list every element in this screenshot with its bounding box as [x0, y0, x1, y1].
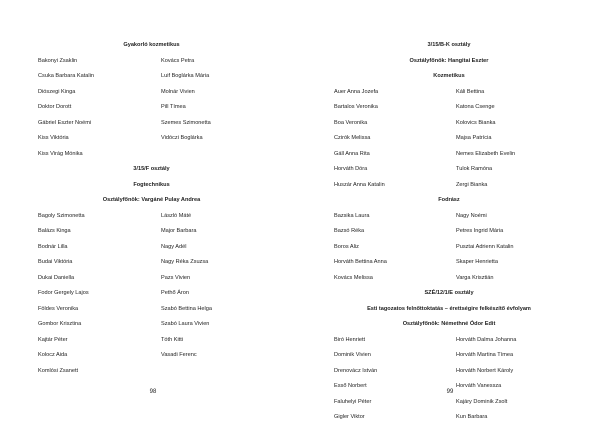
right-page-content: [334, 38, 564, 426]
name-row: [334, 100, 564, 116]
name-row: [334, 147, 564, 163]
student-name: Gigler Viktor: [334, 414, 365, 420]
student-name: Diószegi Kinga: [38, 88, 76, 95]
student-name: Horváth Dalma Johanna: [456, 336, 517, 343]
student-name: Bodnár Lilla: [38, 243, 68, 250]
student-name: Kiss Viktória: [38, 135, 69, 141]
student-name: Varga Krisztián: [456, 274, 494, 281]
student-name: Boa Veronika: [334, 119, 368, 126]
name-row: [38, 85, 265, 101]
student-name: Horváth Dóra: [334, 166, 368, 172]
student-name: Faluhelyi Péter: [334, 398, 372, 405]
student-name: Major Barbara: [161, 228, 197, 234]
section-heading: Fodrász: [438, 197, 460, 203]
student-name: Dominik Vivien: [334, 352, 371, 358]
name-row: [334, 224, 564, 240]
student-name: Zergi Bianka: [456, 181, 488, 188]
student-name: Kolovics Bianka: [456, 119, 496, 126]
student-name: Tóth Kitti: [161, 336, 184, 343]
student-name: Bazsika Laura: [334, 212, 370, 219]
name-row: [38, 69, 265, 85]
name-row: [38, 317, 265, 333]
student-name: Kolocz Aida: [38, 352, 68, 358]
student-name: Majsa Patrícia: [456, 135, 492, 141]
student-name: [161, 147, 265, 163]
name-row: [38, 131, 265, 147]
section-heading: 3/15/B-K osztály: [427, 42, 471, 48]
student-name: Luif Boglárka Mária: [161, 73, 210, 79]
section-heading: Kozmetikus: [433, 73, 465, 79]
name-row: [334, 116, 564, 132]
student-name: Drenovácz István: [334, 367, 378, 374]
student-name: Horváth Martina Tímea: [456, 352, 514, 358]
student-name: Kiss Virág Mónika: [38, 150, 83, 157]
student-name: Boros Aliz: [334, 243, 359, 250]
name-row: [334, 348, 564, 364]
name-row: [38, 224, 265, 240]
student-name: Huszár Anna Katalin: [334, 181, 385, 188]
name-row: [38, 302, 265, 318]
name-row: [334, 240, 564, 256]
name-row: [38, 348, 265, 364]
right-page-number: 99: [446, 389, 454, 395]
student-name: Komlósi Zsanett: [38, 367, 79, 374]
student-name: László Máté: [161, 212, 192, 219]
student-name: Pill Tímea: [161, 104, 186, 110]
name-row: [334, 131, 564, 147]
student-name: Pusztai Adrienn Katalin: [456, 243, 514, 250]
student-name: Szemes Szimonetta: [161, 119, 211, 126]
name-row: [334, 333, 564, 349]
student-name: Bagoly Szimonetta: [38, 212, 85, 219]
name-row: [38, 364, 265, 380]
student-name: Gombor Krisztina: [38, 321, 82, 327]
section-heading: Fogtechnikus: [133, 181, 170, 188]
student-name: Gáll Anna Rita: [334, 150, 370, 157]
student-name: Budai Viktória: [38, 259, 73, 265]
right-page: [300, 0, 600, 425]
student-name: Kovács Melissa: [334, 274, 373, 281]
student-name: Horváth Vanessza: [456, 383, 502, 389]
student-name: Vasadi Ferenc: [161, 352, 197, 358]
student-name: Fodor Gergely Lajos: [38, 290, 89, 296]
name-row: [38, 116, 265, 132]
student-name: Földes Veronika: [38, 305, 79, 312]
student-name: Vidóczi Boglárka: [161, 135, 203, 141]
name-row: [38, 255, 265, 271]
student-name: Horváth Bettina Anna: [334, 259, 387, 265]
section-heading: Osztályfőnök: Némethné Ódor Edit: [402, 321, 496, 327]
student-name: Molnár Vivien: [161, 88, 195, 95]
student-name: Dukai Daniella: [38, 274, 75, 281]
student-name: Kajtár Péter: [38, 336, 68, 343]
student-name: Bakonyi Zsaklin: [38, 57, 78, 64]
name-row: [38, 100, 265, 116]
name-row: [38, 271, 265, 287]
name-row: [38, 333, 265, 349]
student-name: Kovács Petra: [161, 57, 195, 64]
student-name: [161, 364, 265, 380]
section-heading: 3/15/F osztály: [133, 166, 170, 172]
name-row: [38, 147, 265, 163]
name-row: [38, 240, 265, 256]
student-name: Doktor Dorott: [38, 104, 72, 110]
name-row: [334, 364, 564, 380]
student-name: Czirók Melissa: [334, 135, 371, 141]
student-name: Szabó Laura Vivien: [161, 321, 210, 327]
student-name: Katona Csenge: [456, 104, 495, 110]
section-heading: Osztályfőnök: Vargáné Pulay Andrea: [102, 197, 201, 203]
student-name: Biró Henriett: [334, 336, 366, 343]
student-name: Csuka Barbara Katalin: [38, 73, 94, 79]
student-name: Nagy Noémi: [456, 212, 487, 219]
left-page-content: [38, 38, 265, 379]
name-row: [334, 255, 564, 271]
section-heading: Esti tagozatos felnőttoktatás – érettségire felkészítő évfolyam: [367, 305, 531, 312]
student-name: Bazsó Réka: [334, 228, 365, 234]
left-page: [0, 0, 300, 425]
student-name: Nagy Adél: [161, 243, 187, 250]
name-row: [334, 410, 564, 426]
student-name: Auer Anna Jozefa: [334, 88, 379, 95]
student-name: Szabó Bettina Helga: [161, 305, 212, 312]
name-row: [334, 85, 564, 101]
name-row: [334, 271, 564, 287]
student-name: Skaper Henrietta: [456, 259, 498, 265]
student-name: Bartalos Veronika: [334, 104, 378, 110]
student-name: Tulok Ramóna: [456, 166, 493, 172]
section-heading: Osztályfőnök: Hangitai Eszter: [409, 57, 489, 64]
student-name: Esső Norbert: [334, 383, 367, 389]
name-row: [38, 286, 265, 302]
student-name: Kajáry Dominik Zsolt: [456, 398, 508, 405]
student-name: Nemes Elizabeth Evelin: [456, 150, 516, 157]
student-name: Pazs Vivien: [161, 274, 191, 281]
student-name: Nagy Réka Zsuzsa: [161, 259, 209, 265]
name-row: [38, 54, 265, 70]
student-name: Balázs Kinga: [38, 228, 71, 234]
name-row: [334, 178, 564, 194]
name-row: [334, 209, 564, 225]
student-name: Káli Bettina: [456, 88, 485, 95]
student-name: Horváth Norbert Károly: [456, 367, 514, 374]
section-heading: SZÉ/12/1/E osztály: [424, 290, 474, 296]
name-row: [38, 209, 265, 225]
student-name: Pethő Áron: [161, 290, 189, 296]
student-name: Kun Barbara: [456, 414, 488, 420]
student-name: Gábriel Eszter Noémi: [38, 119, 92, 126]
section-heading: Gyakorló kozmetikus: [123, 42, 180, 48]
name-row: [334, 162, 564, 178]
student-name: Petres Ingrid Mária: [456, 228, 504, 234]
left-page-number: 98: [149, 389, 157, 395]
